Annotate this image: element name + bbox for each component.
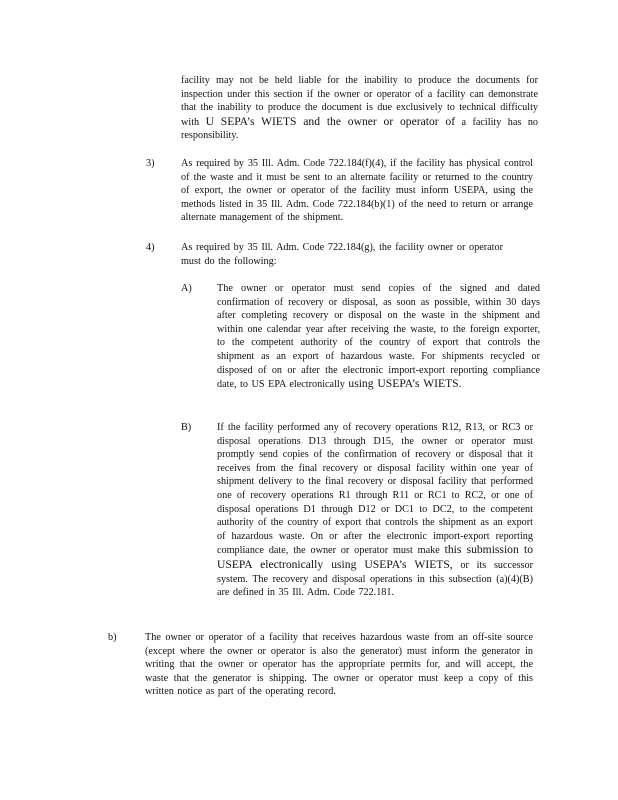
item-B-emphasis: this submission to USEPA electronically using USEPA’s WIETS, (217, 543, 533, 571)
intro-paragraph (181, 74, 538, 143)
intro-tail: a facility has no responsibility. (181, 116, 539, 142)
intro-text: facility may not be held liable for the inability to produce the documents for inspection under this section if the owner or operator of a facility can demonstrate that the inability to produce the document is due exclusively to technical difficulty with (181, 75, 538, 128)
intro-emphasis: U SEPA’s WIETS and the owner or operator of (205, 114, 456, 128)
item-B-paragraph (217, 421, 533, 600)
item-A-paragraph (217, 282, 540, 392)
item-A-emphasis: using USEPA’s WIETS. (348, 377, 462, 391)
item-b-paragraph: The owner or operator of a facility that receives hazardous waste from an off-site source (except where the owner or operator is also the generator) must inform the generator in writing that the owner or operator has the appropriate permits for, and will accept, the waste that the generator is shipping. The owner or operator must keep a copy of this written notice as part of the operating record. (145, 632, 533, 698)
item-3-paragraph: As required by 35 Ill. Adm. Code 722.184(f)(4), if the facility has physical control of the waste and it must be sent to an alternate facility or returned to the country of export, the owner or operator of the facility must inform USEPA, using the methods listed in 35 Ill. Adm. Code 722.184(b)(1) of the need to return or arrange alternate management of the shipment. (181, 158, 533, 224)
item-A-marker: A) (181, 283, 192, 294)
item-4-paragraph: As required by 35 Ill. Adm. Code 722.184(g), the facility owner or operator must do the following: (181, 242, 503, 267)
item-B-marker: B) (181, 422, 192, 433)
item-B-tail: or its successor system. The recovery and disposal operations in this subsection (a)(4)(B) are defined in 35 Ill. Adm. Code 722.181. (217, 559, 534, 599)
item-b-marker: b) (108, 632, 117, 643)
item-3-marker: 3) (146, 158, 155, 169)
item-B-text: If the facility performed any of recovery operations R12, R13, or RC3 or disposal operations D13 through D15, the owner or operator must promptly send copies of the confirmation of recovery or disposal that it receives from the final recovery or disposal facility within one year of shipment delivery to the final recovery or disposal facility that performed one of recovery operations R1 through R11 or RC1 to RC2, or one of disposal operations D1 through D12 or DC1 to DC2, to the competent authority of the country of export that controls the shipment as an export of hazardous waste. On or after the electronic import-export reporting compliance date, the owner or operator must make (217, 422, 533, 557)
item-4-marker: 4) (146, 242, 155, 253)
item-A-text: The owner or operator must send copies of the signed and dated confirmation of recovery or disposal, as soon as possible, within 30 days after completing recovery or disposal on the waste in the shipment and within one calendar year after receiving the waste, to the foreign exporter, to the competent authority of the country of export that controls the shipment as an export of hazardous waste. For shipments recycled or disposed of on or after the electronic import-export reporting compliance date, to US EPA electronically (217, 283, 540, 391)
